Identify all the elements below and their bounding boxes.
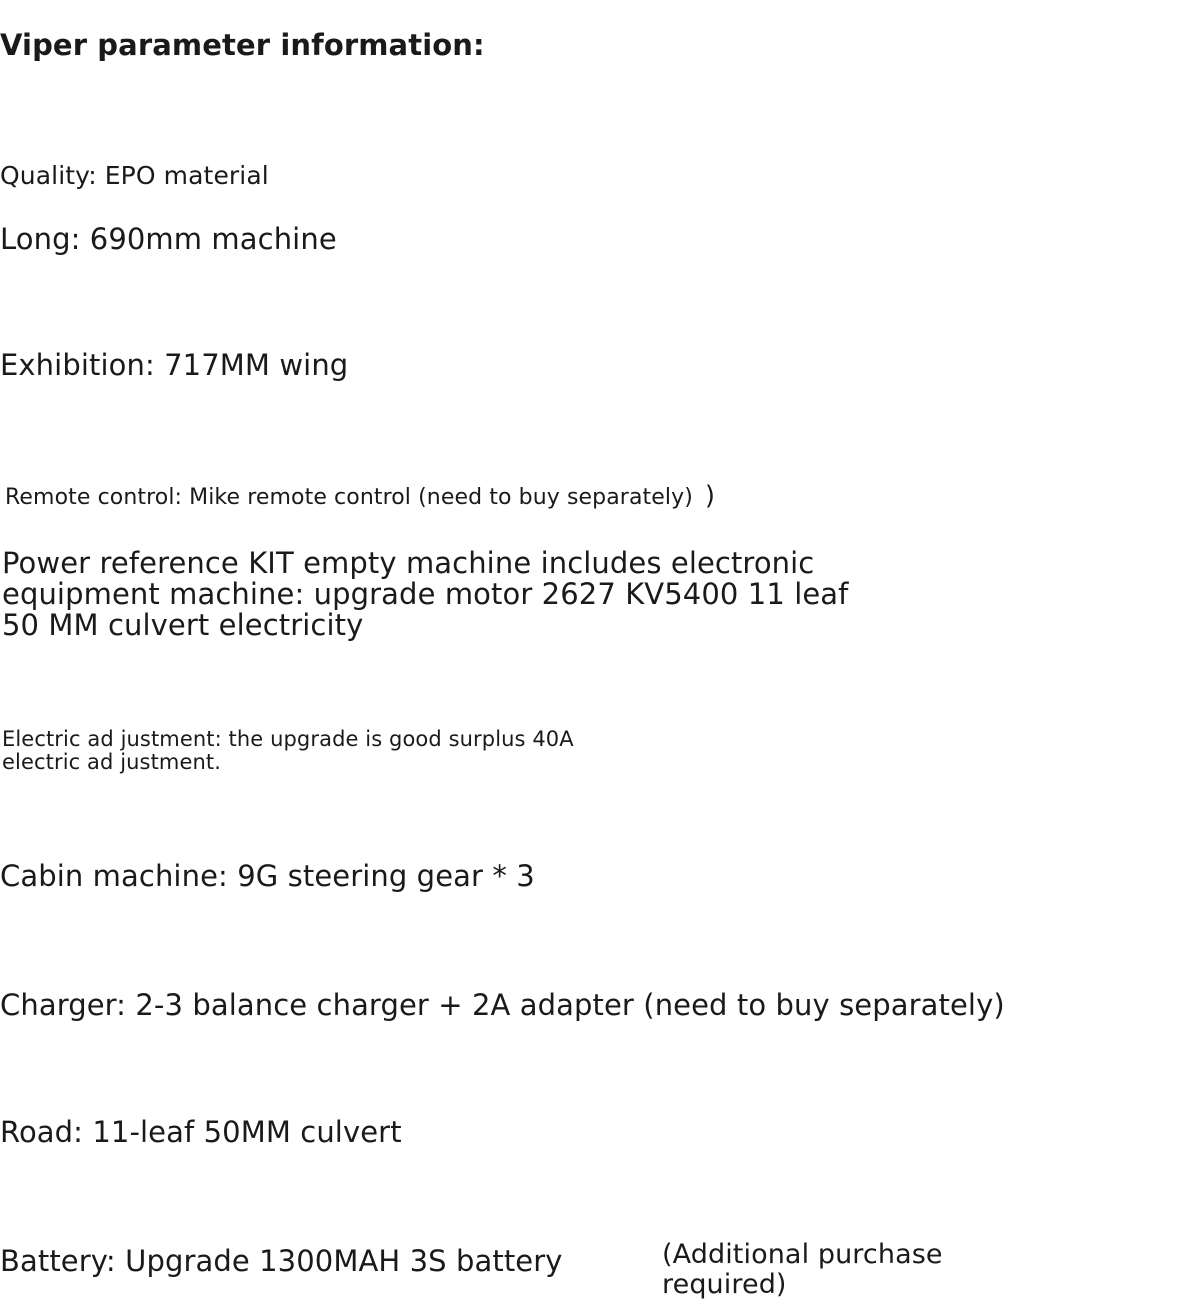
- spec-remote-control: [5, 482, 715, 511]
- spec-road: Road: 11-leaf 50MM culvert: [0, 1115, 402, 1149]
- page-title: Viper parameter information:: [0, 28, 485, 62]
- spec-length: Long: 690mm machine: [0, 222, 337, 256]
- spec-charger: Charger: 2-3 balance charger + 2A adapter (need to buy separately): [0, 988, 1005, 1022]
- spec-battery: Battery: Upgrade 1300MAH 3S battery: [0, 1244, 563, 1278]
- spec-additional-purchase-note: (Additional purchase required): [662, 1239, 943, 1300]
- spec-electric-adjustment: Electric ad justment: the upgrade is good surplus 40A electric ad justment.: [2, 727, 574, 774]
- spec-wingspan: Exhibition: 717MM wing: [0, 348, 349, 382]
- spec-cabin-machine: Cabin machine: 9G steering gear * 3: [0, 859, 535, 893]
- spec-remote-control-paren: ): [704, 481, 716, 511]
- spec-remote-control-text: Remote control: Mike remote control (need to buy separately): [5, 485, 693, 510]
- spec-power: Power reference KIT empty machine includes electronic equipment machine: upgrade motor 2627 KV5400 11 leaf 50 MM culvert electricity: [2, 546, 849, 642]
- spec-quality: Quality: EPO material: [0, 161, 269, 190]
